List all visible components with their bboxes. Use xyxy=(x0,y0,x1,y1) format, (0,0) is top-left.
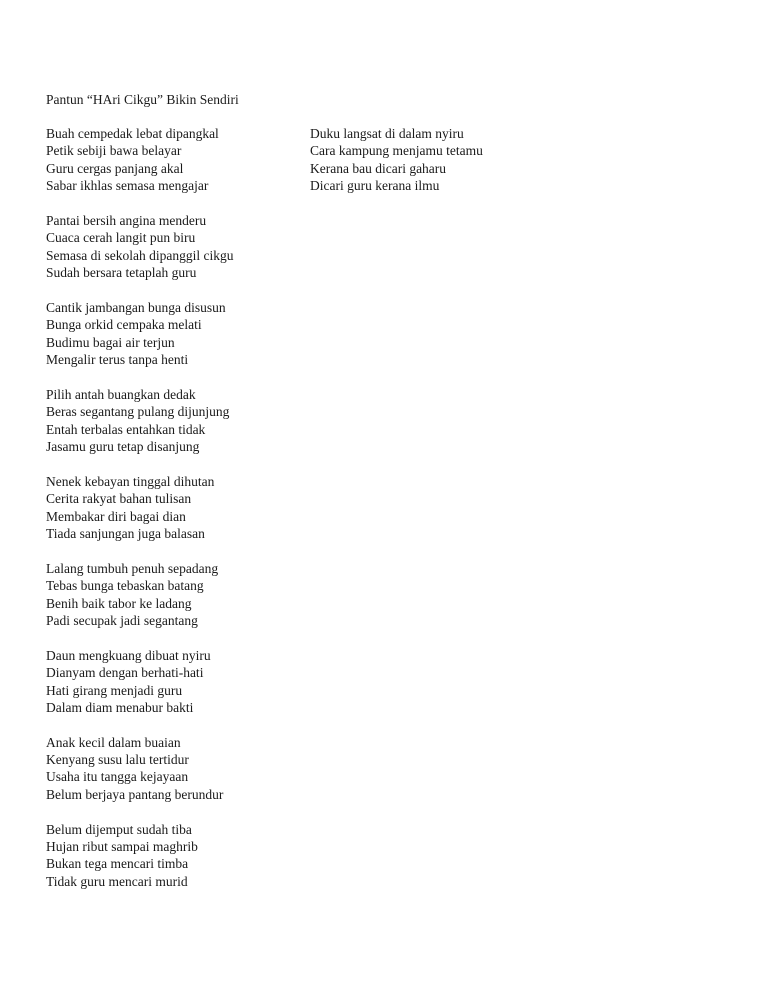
stanza-line: Cuaca cerah langit pun biru xyxy=(46,230,196,246)
stanza-line: Dalam diam menabur bakti xyxy=(46,699,194,715)
stanza-line: Tiada sanjungan juga balasan xyxy=(46,525,205,541)
stanza-line: Pantai bersih angina menderu xyxy=(46,212,207,228)
stanza xyxy=(46,212,296,281)
stanza-line: Dicari guru kerana ilmu xyxy=(310,178,440,194)
stanza xyxy=(46,386,296,455)
stanza-line: Belum berjaya pantang berundur xyxy=(46,786,224,802)
stanza-line: Daun mengkuang dibuat nyiru xyxy=(46,647,211,663)
stanza xyxy=(46,821,296,890)
stanza-line: Hujan ribut sampai maghrib xyxy=(46,839,198,855)
stanza-line: Sudah bersara tetaplah guru xyxy=(46,265,197,280)
stanza-line: Guru cergas panjang akal xyxy=(46,160,184,176)
stanza-line: Sabar ikhlas semasa mengajar xyxy=(46,178,209,194)
stanza-line: Dianyam dengan berhati-hati xyxy=(46,665,204,681)
stanza-line: Bunga orkid cempaka melati xyxy=(46,317,202,333)
stanza xyxy=(46,647,296,716)
stanza-line: Duku langsat di dalam nyiru xyxy=(310,126,464,141)
stanza-line: Beras segantang pulang dijunjung xyxy=(46,404,230,420)
stanza xyxy=(46,299,296,368)
left-column xyxy=(46,125,296,908)
stanza-line: Bukan tega mencari timba xyxy=(46,856,189,872)
stanza-line: Membakar diri bagai dian xyxy=(46,508,186,524)
stanza-line: Mengalir terus tanpa henti xyxy=(46,351,189,367)
stanza-line: Benih baik tabor ke ladang xyxy=(46,595,192,611)
stanza-line: Usaha itu tangga kejayaan xyxy=(46,769,189,785)
stanza-line: Cantik jambangan bunga disusun xyxy=(46,299,226,315)
stanza-line: Semasa di sekolah dipanggil cikgu xyxy=(46,247,234,263)
stanza-line: Kenyang susu lalu tertidur xyxy=(46,752,189,768)
stanza xyxy=(46,734,296,803)
stanza xyxy=(310,125,570,194)
stanza-line: Padi secupak jadi segantang xyxy=(46,612,198,628)
stanza-line: Jasamu guru tetap disanjung xyxy=(46,438,200,454)
stanza-line: Nenek kebayan tinggal dihutan xyxy=(46,473,215,489)
stanza-line: Anak kecil dalam buaian xyxy=(46,734,181,750)
stanza-line: Pilih antah buangkan dedak xyxy=(46,386,196,402)
stanza-line: Belum dijemput sudah tiba xyxy=(46,821,192,837)
stanza-line: Buah cempedak lebat dipangkal xyxy=(46,126,219,141)
right-column xyxy=(310,125,570,212)
stanza-line: Cerita rakyat bahan tulisan xyxy=(46,491,192,507)
stanza-line: Lalang tumbuh penuh sepadang xyxy=(46,560,219,576)
stanza-line: Kerana bau dicari gaharu xyxy=(310,160,447,176)
stanza-line: Cara kampung menjamu tetamu xyxy=(310,143,483,159)
stanza-line: Tebas bunga tebaskan batang xyxy=(46,578,204,594)
stanza-line: Entah terbalas entahkan tidak xyxy=(46,421,206,437)
stanza xyxy=(46,473,296,542)
stanza xyxy=(46,125,296,194)
stanza-line: Tidak guru mencari murid xyxy=(46,873,188,889)
stanza xyxy=(46,560,296,629)
stanza-line: Petik sebiji bawa belayar xyxy=(46,143,182,159)
stanza-line: Hati girang menjadi guru xyxy=(46,682,183,698)
stanza-line: Budimu bagai air terjun xyxy=(46,334,175,350)
page-title: Pantun “HAri Cikgu” Bikin Sendiri xyxy=(46,92,239,107)
